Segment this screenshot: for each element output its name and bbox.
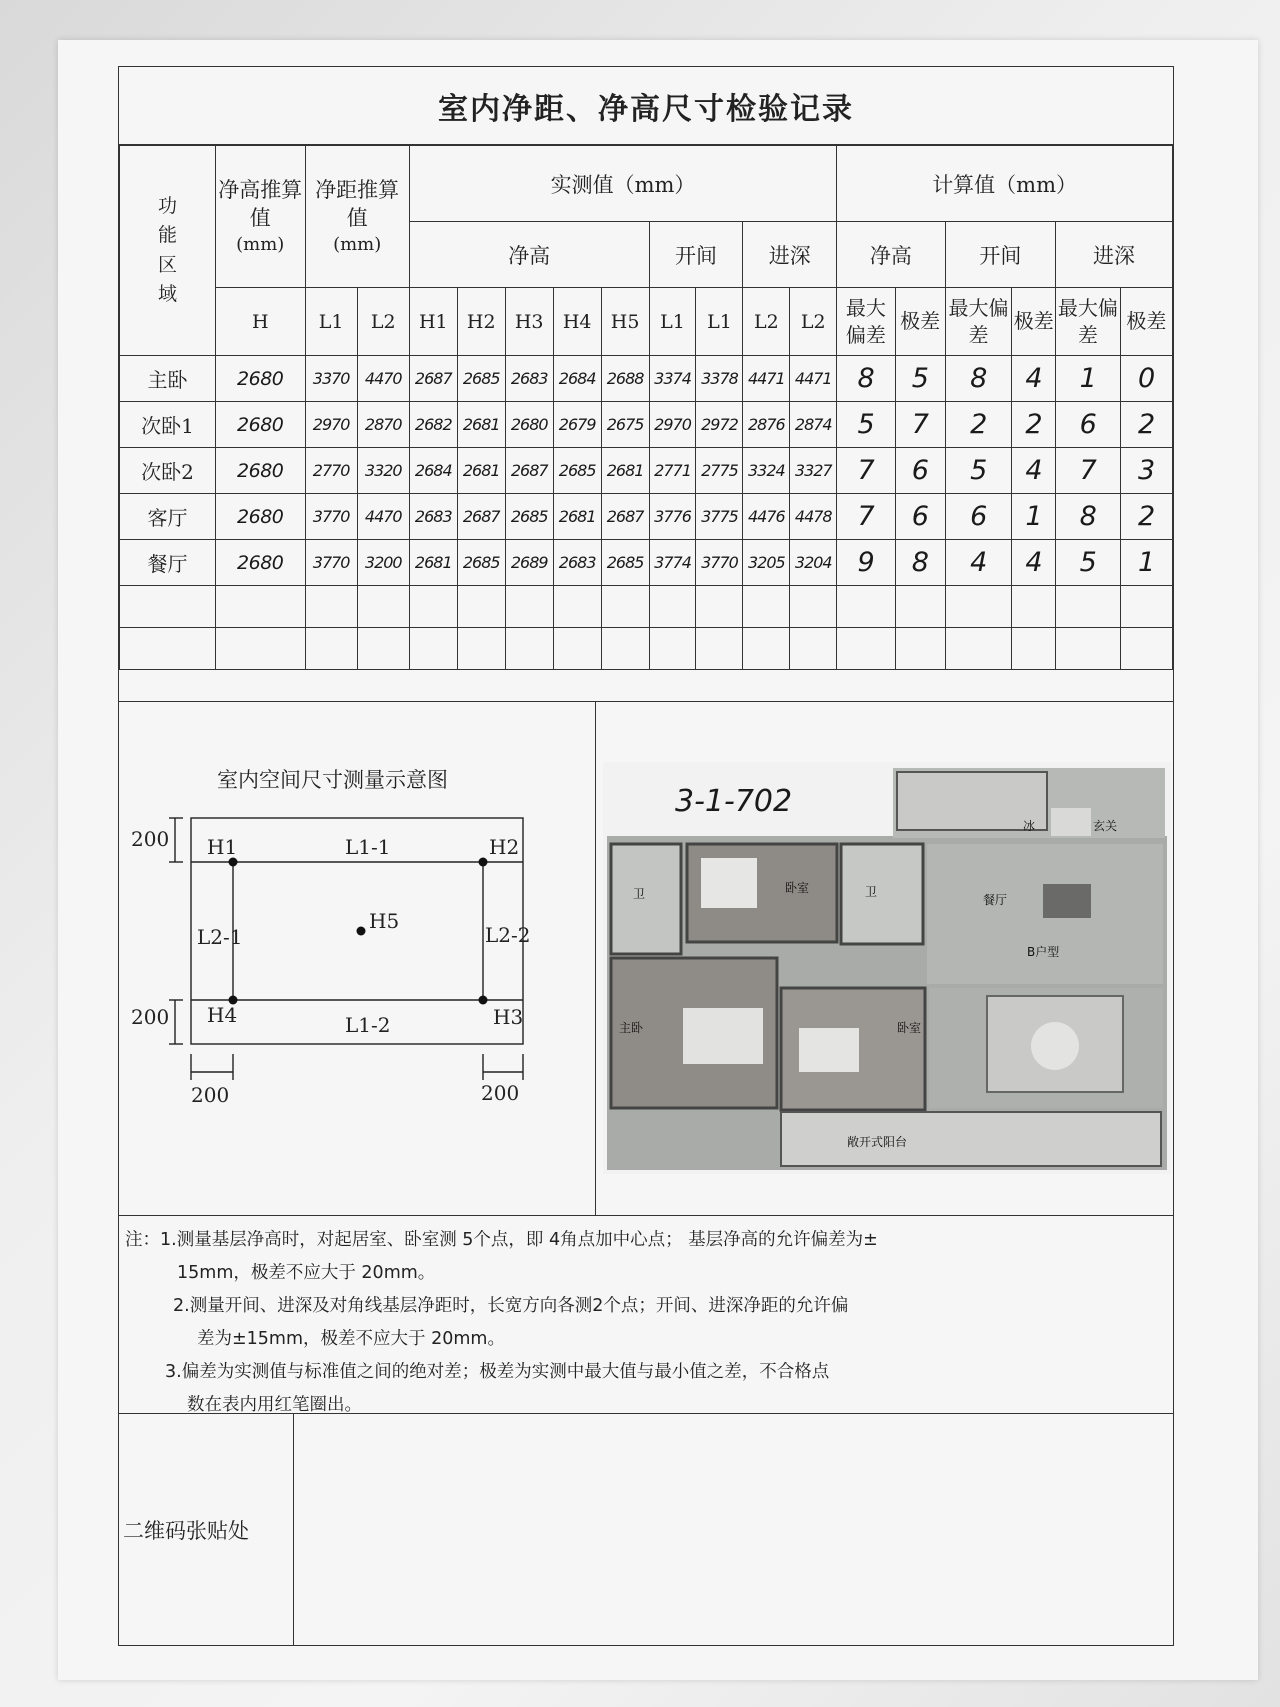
room-label-bedroom2: 卧室 — [897, 1021, 922, 1035]
l1-estimate: 3770 — [305, 540, 357, 586]
depth-l2-value: 4476 — [743, 494, 790, 540]
diagram-section — [119, 701, 1173, 1215]
room-label-bath1: 卫 — [633, 887, 646, 901]
calc-value: 5 — [837, 402, 895, 448]
calc-value: 1 — [1120, 540, 1172, 586]
l1-estimate: 3770 — [305, 494, 357, 540]
diagram-title: 室内空间尺寸测量示意图 — [217, 768, 448, 792]
max-dev-header: 最大偏差 — [1056, 288, 1121, 356]
notes-section — [119, 1215, 1173, 1413]
h2-value: 2687 — [457, 494, 505, 540]
h5-value: 2675 — [601, 402, 649, 448]
height-estimate-label: 净高推算值 — [218, 178, 303, 231]
note-line: 注：1.测量基层净高时，对起居室、卧室测 5个点，即 4角点加中心点； 基层净高的允许偏差为± — [125, 1230, 878, 1250]
sub-header-l2: L2 — [357, 288, 409, 356]
sub-header-h5: H5 — [601, 288, 649, 356]
calc-value: 1 — [1056, 356, 1121, 402]
net-height-header: 净高 — [409, 222, 649, 288]
h5-label: H5 — [369, 909, 400, 933]
room-label-dining: 餐厅 — [983, 893, 1008, 907]
calc-value: 8 — [1056, 494, 1121, 540]
unit-number-label: 3-1-702 — [675, 784, 793, 819]
h-estimate: 2680 — [215, 356, 305, 402]
area-name: 主卧 — [120, 356, 216, 402]
calc-bay-header: 开间 — [945, 222, 1056, 288]
area-header-char: 域 — [157, 282, 177, 305]
calc-value: 4 — [1012, 540, 1056, 586]
h3-value: 2689 — [505, 540, 553, 586]
calc-depth-header: 进深 — [1056, 222, 1173, 288]
bay-l1-value: 3774 — [649, 540, 696, 586]
bay-l1-value: 3776 — [649, 494, 696, 540]
empty-row — [120, 586, 1173, 628]
calc-value: 3 — [1120, 448, 1172, 494]
calc-value: 6 — [895, 494, 945, 540]
h1-value: 2683 — [409, 494, 457, 540]
range-header: 极差 — [1012, 288, 1056, 356]
depth-l2-value: 4471 — [790, 356, 837, 402]
depth-l2-value: 2874 — [790, 402, 837, 448]
floor-plan-image — [603, 762, 1171, 1174]
calc-value: 7 — [895, 402, 945, 448]
measurement-table — [119, 145, 1173, 670]
h5-value: 2687 — [601, 494, 649, 540]
h-estimate: 2680 — [215, 494, 305, 540]
h-estimate: 2680 — [215, 448, 305, 494]
calc-value: 2 — [1120, 494, 1172, 540]
bay-l1-value: 2970 — [649, 402, 696, 448]
range-header: 极差 — [895, 288, 945, 356]
sub-header-h4: H4 — [553, 288, 601, 356]
l2-estimate: 3320 — [357, 448, 409, 494]
depth-l2-value: 4471 — [743, 356, 790, 402]
l2-estimate: 4470 — [357, 494, 409, 540]
table-row — [120, 402, 1173, 448]
l2-1-label: L2-1 — [197, 925, 243, 949]
h1-value: 2682 — [409, 402, 457, 448]
h5-value: 2688 — [601, 356, 649, 402]
dim-top-label: 200 — [131, 827, 170, 851]
calc-value: 8 — [895, 540, 945, 586]
h3-label: H3 — [493, 1005, 524, 1029]
h3-value: 2683 — [505, 356, 553, 402]
calc-value: 1 — [1012, 494, 1056, 540]
l2-estimate: 2870 — [357, 402, 409, 448]
calc-value: 6 — [945, 494, 1012, 540]
depth-l2-value: 3324 — [743, 448, 790, 494]
max-dev-header: 最大偏差 — [837, 288, 895, 356]
area-header-char: 功 — [157, 194, 177, 217]
dim-bottom-label: 200 — [131, 1005, 170, 1029]
l1-estimate: 3370 — [305, 356, 357, 402]
h4-value: 2685 — [553, 448, 601, 494]
area-header-char: 能 — [157, 224, 177, 247]
sub-header-h1: H1 — [409, 288, 457, 356]
calc-header: 计算值（mm） — [837, 146, 1173, 222]
h2-value: 2685 — [457, 356, 505, 402]
bay-l1-value: 3378 — [696, 356, 743, 402]
l2-estimate: 3200 — [357, 540, 409, 586]
qr-code-area — [119, 1413, 1173, 1645]
calc-value: 7 — [1056, 448, 1121, 494]
h5-value: 2681 — [601, 448, 649, 494]
room-label-master: 主卧 — [619, 1021, 644, 1035]
note-line: 2.测量开间、进深及对角线基层净距时，长宽方向各测2个点；开间、进深净距的允许偏 — [173, 1296, 849, 1316]
table-row — [120, 540, 1173, 586]
note-line: 数在表内用红笔圈出。 — [187, 1395, 362, 1415]
sub-header-h2: H2 — [457, 288, 505, 356]
area-name: 客厅 — [120, 494, 216, 540]
calc-value: 8 — [945, 356, 1012, 402]
measurement-diagram-svg — [119, 702, 595, 1216]
calc-value: 9 — [837, 540, 895, 586]
calc-value: 2 — [1012, 402, 1056, 448]
measured-header: 实测值（mm） — [409, 146, 836, 222]
h-estimate: 2680 — [215, 402, 305, 448]
table-row — [120, 494, 1173, 540]
calc-value: 5 — [1056, 540, 1121, 586]
calc-value: 5 — [895, 356, 945, 402]
bay-l1-value: 2972 — [696, 402, 743, 448]
room-label-bath2: 卫 — [865, 885, 878, 899]
calc-value: 5 — [945, 448, 1012, 494]
inspection-form — [118, 66, 1174, 1646]
l1-estimate: 2770 — [305, 448, 357, 494]
sub-header-h: H — [215, 288, 305, 356]
calc-value: 0 — [1120, 356, 1172, 402]
calc-value: 7 — [837, 448, 895, 494]
sub-header-l1: L1 — [305, 288, 357, 356]
bay-l1-value: 2775 — [696, 448, 743, 494]
calc-value: 4 — [945, 540, 1012, 586]
depth-l2-value: 3204 — [790, 540, 837, 586]
depth-l2-value: 4478 — [790, 494, 837, 540]
area-header — [120, 146, 216, 356]
h1-value: 2681 — [409, 540, 457, 586]
dim-left-label: 200 — [191, 1083, 230, 1107]
h1-value: 2687 — [409, 356, 457, 402]
height-estimate-header — [215, 146, 305, 288]
h3-value: 2680 — [505, 402, 553, 448]
h2-value: 2681 — [457, 402, 505, 448]
h3-value: 2685 — [505, 494, 553, 540]
depth-header: 进深 — [743, 222, 837, 288]
area-name: 次卧2 — [120, 448, 216, 494]
room-label-bedroom: 卧室 — [785, 881, 810, 895]
h4-value: 2679 — [553, 402, 601, 448]
h3-value: 2687 — [505, 448, 553, 494]
l2-2-label: L2-2 — [485, 923, 531, 947]
room-label-fridge: 冰 — [1023, 819, 1036, 833]
calc-value: 6 — [1056, 402, 1121, 448]
area-header-char: 区 — [157, 253, 177, 276]
calc-value: 8 — [837, 356, 895, 402]
max-dev-header: 最大偏差 — [945, 288, 1012, 356]
form-title: 室内净距、净高尺寸检验记录 — [119, 67, 1173, 145]
dim-right-label: 200 — [481, 1081, 520, 1105]
h4-value: 2683 — [553, 540, 601, 586]
bay-l1-value: 2771 — [649, 448, 696, 494]
note-line: 差为±15mm，极差不应大于 20mm。 — [197, 1329, 505, 1349]
depth-l2-value: 2876 — [743, 402, 790, 448]
distance-estimate-header — [305, 146, 409, 288]
h-estimate: 2680 — [215, 540, 305, 586]
note-line: 15mm，极差不应大于 20mm。 — [177, 1263, 436, 1283]
h1-value: 2684 — [409, 448, 457, 494]
distance-estimate-label: 净距推算值 — [315, 178, 400, 231]
l2-estimate: 4470 — [357, 356, 409, 402]
sub-header-h3: H3 — [505, 288, 553, 356]
qr-code-label: 二维码张贴处 — [123, 1414, 294, 1645]
h2-value: 2681 — [457, 448, 505, 494]
sub-header-bay-l1: L1 — [696, 288, 743, 356]
sub-header-depth-l2: L2 — [743, 288, 790, 356]
area-name: 次卧1 — [120, 402, 216, 448]
calc-value: 2 — [945, 402, 1012, 448]
calc-value: 4 — [1012, 356, 1056, 402]
h4-value: 2684 — [553, 356, 601, 402]
calc-value: 7 — [837, 494, 895, 540]
h5-value: 2685 — [601, 540, 649, 586]
table-row — [120, 356, 1173, 402]
h4-value: 2681 — [553, 494, 601, 540]
h2-label: H2 — [489, 835, 520, 859]
depth-l2-value: 3327 — [790, 448, 837, 494]
distance-estimate-unit: (mm) — [333, 233, 382, 255]
room-label-balcony: 敞开式阳台 — [847, 1135, 908, 1149]
calc-value: 2 — [1120, 402, 1172, 448]
height-estimate-unit: (mm) — [236, 233, 285, 255]
floor-plan — [603, 762, 1171, 1174]
measurement-diagram — [119, 702, 596, 1215]
h4-label: H4 — [207, 1003, 238, 1027]
bay-l1-value: 3374 — [649, 356, 696, 402]
h2-value: 2685 — [457, 540, 505, 586]
area-name: 餐厅 — [120, 540, 216, 586]
sub-header-depth-l2: L2 — [790, 288, 837, 356]
l1-estimate: 2970 — [305, 402, 357, 448]
l1-1-label: L1-1 — [345, 835, 391, 859]
bay-l1-value: 3775 — [696, 494, 743, 540]
range-header: 极差 — [1120, 288, 1172, 356]
bay-header: 开间 — [649, 222, 743, 288]
empty-row — [120, 628, 1173, 670]
calc-value: 6 — [895, 448, 945, 494]
note-line: 3.偏差为实测值与标准值之间的绝对差；极差为实测中最大值与最小值之差，不合格点 — [165, 1362, 830, 1382]
depth-l2-value: 3205 — [743, 540, 790, 586]
calc-net-height-header: 净高 — [837, 222, 945, 288]
h1-label: H1 — [207, 835, 238, 859]
room-label-unit-type: B户型 — [1027, 945, 1060, 959]
calc-value: 4 — [1012, 448, 1056, 494]
room-label-entry: 玄关 — [1093, 819, 1118, 833]
sub-header-bay-l1: L1 — [649, 288, 696, 356]
l1-2-label: L1-2 — [345, 1013, 391, 1037]
bay-l1-value: 3770 — [696, 540, 743, 586]
table-row — [120, 448, 1173, 494]
